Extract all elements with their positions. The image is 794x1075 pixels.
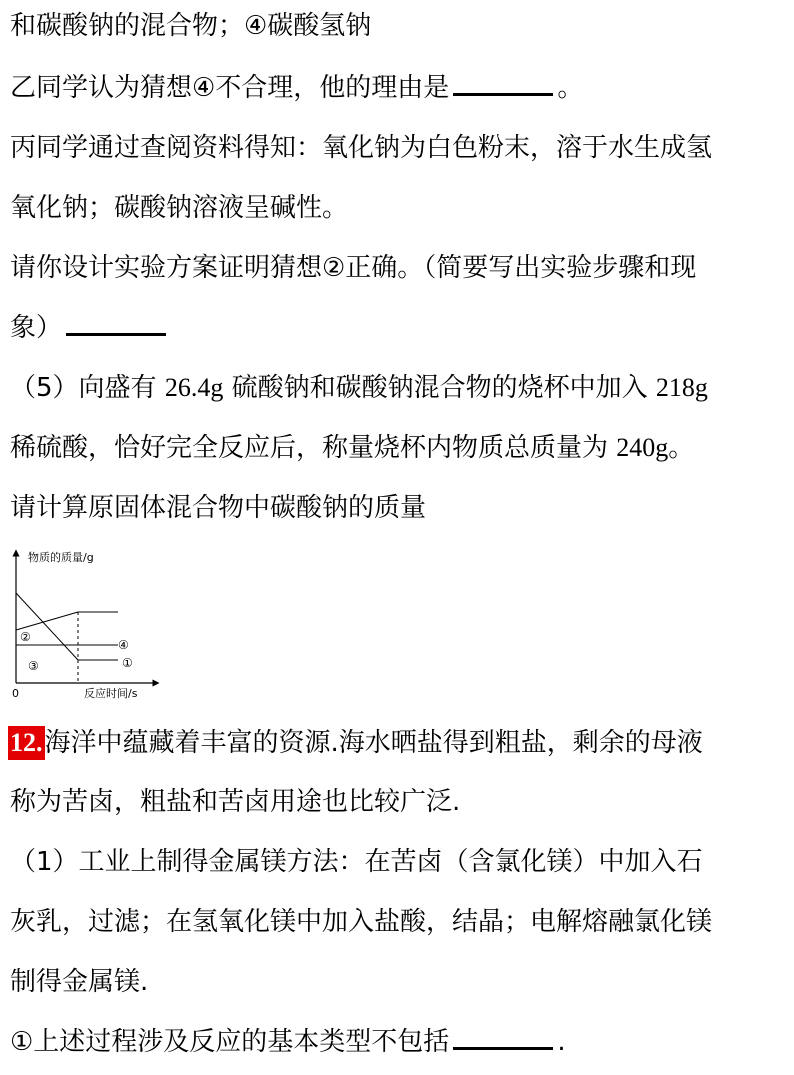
question-number-badge: 12. — [8, 726, 45, 760]
line-2-end: 。 — [557, 73, 584, 103]
curve-label-1: ① — [122, 656, 133, 670]
q12-line-2: 称为苦卤，粗盐和苦卤用途也比较广泛. — [10, 787, 461, 817]
text-line-7 — [10, 372, 708, 404]
line-7-part-c: 硫酸钠和碳酸钠混合物的烧杯中加入 — [231, 373, 648, 403]
reaction-mass-graph — [6, 545, 166, 705]
curve-label-4: ④ — [118, 638, 129, 652]
text-line-5: 请你设计实验方案证明猜想②正确。（简要写出实验步骤和现 — [10, 253, 697, 283]
line-6-text: 象） — [10, 313, 63, 343]
text-line-4: 氧化钠；碳酸钠溶液呈碱性。 — [10, 193, 349, 223]
text-line-6 — [10, 312, 170, 344]
curve-label-2: ② — [20, 630, 31, 644]
text-line-8 — [10, 432, 694, 464]
text-line-1: 和碳酸钠的混合物；④碳酸氢钠 — [10, 11, 372, 41]
line-7-part-a: （5）向盛有 — [10, 373, 157, 403]
q12-line-5: 制得金属镁. — [10, 967, 149, 997]
text-line-2 — [10, 72, 583, 104]
text-line-9: 请计算原固体混合物中碳酸钠的质量 — [10, 493, 427, 523]
q12-line-6-text: ①上述过程涉及反应的基本类型不包括 — [10, 1027, 450, 1057]
answer-blank[interactable] — [453, 1029, 553, 1050]
answer-blank[interactable] — [66, 315, 166, 336]
q12-line-6-end: . — [557, 1027, 566, 1057]
curve-label-3: ③ — [28, 659, 39, 673]
line-8-part-a: 稀硫酸，恰好完全反应后，称量烧杯内物质总质量为 — [10, 433, 609, 463]
line-8-end: 。 — [668, 433, 695, 463]
curve-2 — [16, 593, 78, 660]
answer-blank[interactable] — [453, 75, 553, 96]
origin-label: 0 — [12, 687, 19, 700]
line-7-acid-mass: 218g — [655, 373, 708, 402]
text-line-3: 丙同学通过查阅资料得知：氧化钠为白色粉末，溶于水生成氢 — [10, 133, 713, 163]
q12-line-4: 灰乳，过滤；在氢氧化镁中加入盐酸，结晶；电解熔融氯化镁 — [10, 907, 713, 937]
x-axis-label: 反应时间/s — [84, 687, 138, 700]
q12-line-6 — [10, 1026, 566, 1058]
line-8-total-mass: 240g — [616, 433, 669, 462]
y-axis-label: 物质的质量/g — [28, 551, 94, 564]
line-2-text: 乙同学认为猜想④不合理，他的理由是 — [10, 73, 450, 103]
q12-line-1-text: 海洋中蕴藏着丰富的资源.海水晒盐得到粗盐，剩余的母液 — [44, 728, 703, 758]
line-7-mass: 26.4g — [164, 373, 224, 402]
curve-4-rise — [16, 612, 78, 630]
q12-line-1 — [8, 726, 703, 760]
q12-line-3: （1）工业上制得金属镁方法：在苦卤（含氯化镁）中加入石 — [10, 847, 703, 877]
